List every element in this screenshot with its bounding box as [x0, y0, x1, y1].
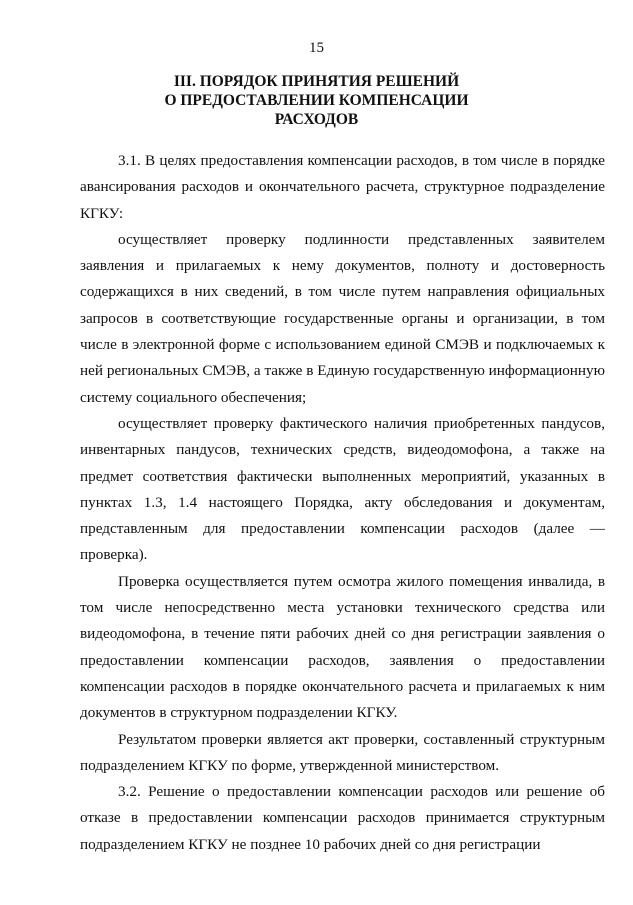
heading-line-2: О ПРЕДОСТАВЛЕНИИ КОМПЕНСАЦИИ	[164, 92, 469, 109]
section-heading	[0, 72, 633, 129]
document-body	[80, 148, 605, 858]
paragraph-3-1: 3.1. В целях предоставления компенсации расходов, в том числе в порядке авансирования расходов и окончательного расчета, структурное подразделение КГКУ:	[80, 152, 605, 222]
heading-line-1: III. ПОРЯДОК ПРИНЯТИЯ РЕШЕНИЙ	[173, 73, 460, 90]
heading-line-3: РАСХОДОВ	[274, 111, 359, 128]
paragraph-verification-documents: осуществляет проверку подлинности представленных заявителем заявления и прилагаемых к нему документов, полноту и достоверность содержащихся в них сведений, в том числе путем направления официальных запросов в соответствующие государственные органы и организации, в том числе в электронной форме с использованием единой СМЭВ и подключаемых к ней региональных СМЭВ, а также в Единую государственную информационную систему социального обеспечения;	[80, 230, 605, 406]
paragraph-result: Результатом проверки является акт проверки, составленный структурным подразделением КГКУ по форме, утвержденной министерством.	[80, 730, 605, 774]
paragraph-3-2: 3.2. Решение о предоставлении компенсации расходов или решение об отказе в предоставлении компенсации расходов принимается структурным подразделением КГКУ не позднее 10 рабочих дней со дня регистрации	[80, 783, 605, 853]
page-number: 15	[309, 40, 324, 56]
paragraph-inspection: Проверка осуществляется путем осмотра жилого помещения инвалида, в том числе непосредственно места установки технического средства или видеодомофона, в течение пяти рабочих дней со дня регистрации заявления о предоставлении компенсации расходов, заявления о предоставлении компенсации расходов в порядке окончательного расчета и прилагаемых к ним документов в структурном подразделении КГКУ.	[80, 572, 605, 722]
paragraph-verification-actual: осуществляет проверку фактического наличия приобретенных пандусов, инвентарных пандусов, технических средств, видеодомофона, а также на предмет соответствия фактически выполненных мероприятий, указанных в пунктах 1.3, 1.4 настоящего Порядка, акту обследования и документам, представленным для предоставлении компенсации расходов (далее — проверка).	[80, 414, 605, 564]
